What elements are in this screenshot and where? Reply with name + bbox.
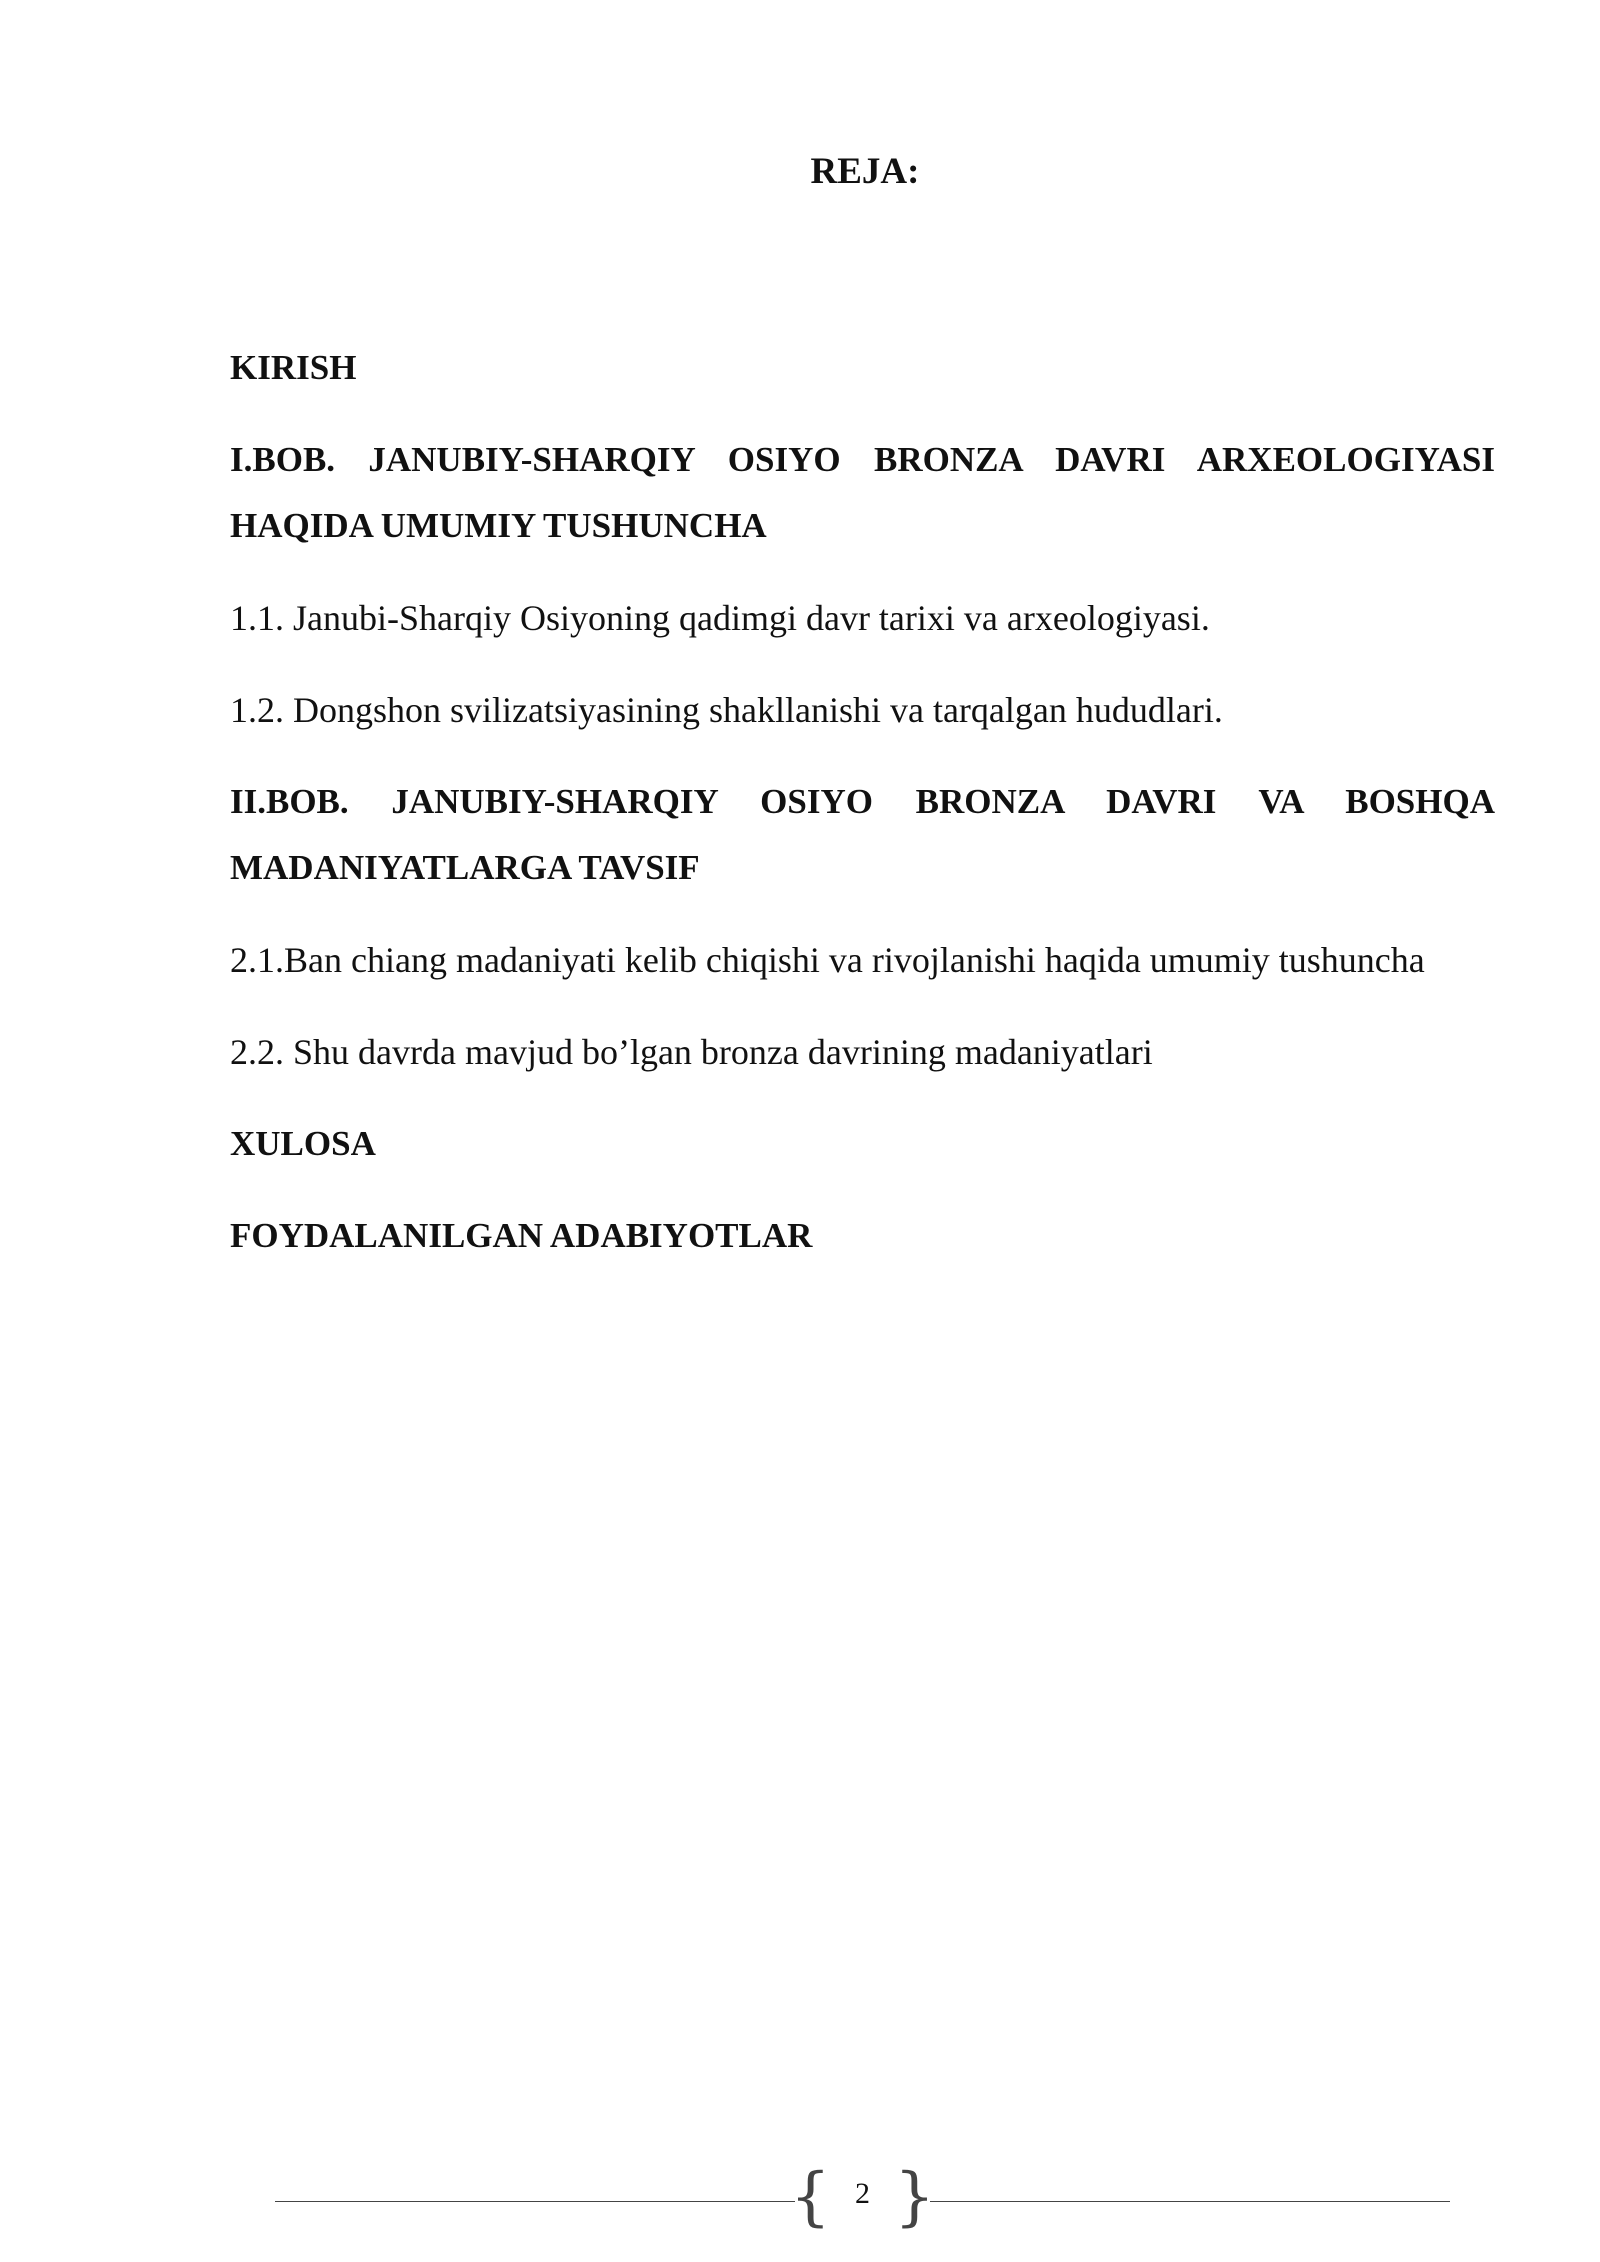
footer-bracket-left: { xyxy=(790,2160,831,2234)
toc-entry-introduction: KIRISH xyxy=(230,348,357,387)
toc-entry-section-2-1: 2.1.Ban chiang madaniyati kelib chiqishi va rivojlanishi haqida umumiy tushuncha xyxy=(230,940,1425,980)
page-title: REJA: xyxy=(810,151,920,192)
table-of-contents xyxy=(230,335,1495,1269)
toc-entry-section-1-2: 1.2. Dongshon svilizatsiyasining shakllanishi va tarqalgan hududlari. xyxy=(230,690,1223,730)
toc-entry-conclusion: XULOSA xyxy=(230,1124,376,1163)
toc-entry-chapter-1: I.BOB. JANUBIY-SHARQIY OSIYO BRONZA DAVRI ARXEOLOGIYASI HAQIDA UMUMIY TUSHUNCHA xyxy=(230,440,1495,545)
page-footer xyxy=(275,2160,1450,2235)
footer-bracket-right: } xyxy=(894,2160,935,2234)
toc-entry-references: FOYDALANILGAN ADABIYOTLAR xyxy=(230,1216,813,1255)
page-number: 2 xyxy=(855,2177,870,2210)
toc-entry-section-1-1: 1.1. Janubi-Sharqiy Osiyoning qadimgi davr tarixi va arxeologiyasi. xyxy=(230,598,1210,638)
toc-entry-section-2-2: 2.2. Shu davrda mavjud bo’lgan bronza davrining madaniyatlari xyxy=(230,1032,1153,1072)
toc-entry-chapter-2: II.BOB. JANUBIY-SHARQIY OSIYO BRONZA DAVRI VA BOSHQA MADANIYATLARGA TAVSIF xyxy=(230,782,1495,887)
